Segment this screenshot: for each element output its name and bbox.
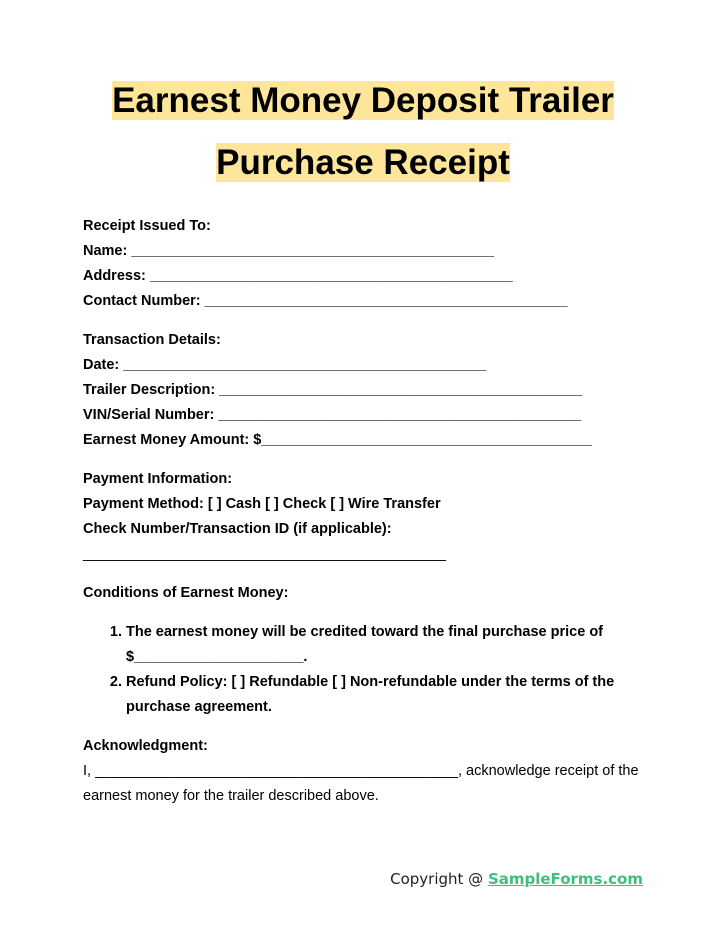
contact-field: Contact Number: _____________________________________________ (83, 293, 568, 309)
title-line-1: Earnest Money Deposit Trailer (112, 81, 614, 120)
transaction-heading: Transaction Details: (83, 332, 221, 348)
receipt-heading: Receipt Issued To: (83, 218, 211, 234)
name-field: Name: _____________________________________________ (83, 243, 495, 259)
acknowledgment-text: I, _____________________________________________, acknowledge receipt of the earnest money for the trailer described above. (83, 763, 639, 804)
form-body (83, 214, 653, 809)
title-line-2: Purchase Receipt (216, 143, 510, 182)
document-title (60, 70, 666, 194)
address-field: Address: _____________________________________________ (83, 268, 513, 284)
footer-copyright (390, 870, 643, 888)
vin-field: VIN/Serial Number: _____________________________________________ (83, 407, 582, 423)
copyright-text: Copyright @ (390, 870, 488, 888)
conditions-heading: Conditions of Earnest Money: (83, 585, 289, 601)
date-field: Date: _____________________________________________ (83, 357, 487, 373)
conditions-list (83, 620, 653, 720)
payment-method-field: Payment Method: [ ] Cash [ ] Check [ ] Wire Transfer (83, 496, 441, 512)
amount-field: Earnest Money Amount: $_________________________________________ (83, 432, 592, 448)
acknowledgment-heading: Acknowledgment: (83, 738, 208, 754)
trailer-description-field: Trailer Description: _____________________________________________ (83, 382, 583, 398)
brand-link[interactable]: SampleForms.com (487, 870, 643, 888)
condition-item-2: 2. Refund Policy: [ ] Refundable [ ] Non-refundable under the terms of the purchase agreement. (126, 670, 653, 720)
payment-heading: Payment Information: (83, 471, 233, 487)
check-id-line: _____________________________________________ (83, 546, 446, 562)
check-id-label: Check Number/Transaction ID (if applicable): (83, 521, 392, 537)
condition-item-1: 1. The earnest money will be credited toward the final purchase price of $_____________________. (126, 620, 653, 670)
